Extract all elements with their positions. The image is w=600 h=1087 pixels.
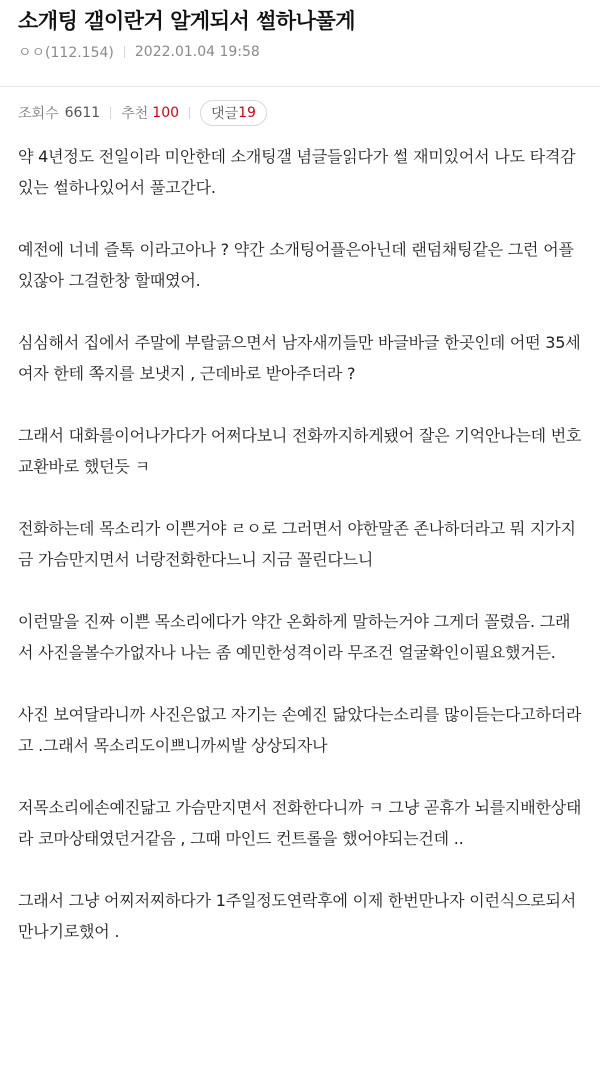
- stats-divider: [189, 107, 190, 119]
- post-stats: [0, 87, 600, 131]
- post-paragraph: 저목소리에손예진닮고 가슴만지면서 전화한다니까 ㅋ 그냥 곧휴가 뇌를지배한상태라 코마상태였던거같음 , 그때 마인드 컨트롤을 했어야되는건데 ..: [18, 798, 582, 848]
- post-paragraph: 약 4년정도 전일이라 미안한데 소개팅갤 념글들읽다가 썰 재미있어서 나도 타격감있는 썰하나있어서 풀고간다.: [18, 147, 576, 197]
- post-author[interactable]: ㅇㅇ(112.154): [18, 45, 114, 61]
- post-body: [0, 131, 600, 947]
- post-paragraph: 그래서 그냥 어찌저찌하다가 1주일정도연락후에 이제 한번만나자 이런식으로되서 만나기로했어 .: [18, 891, 577, 941]
- meta-divider: [124, 46, 125, 58]
- comments-button[interactable]: [200, 100, 267, 126]
- post-date: 2022.01.04 19:58: [134, 44, 260, 60]
- post-paragraph: 그래서 대화를이어나가다가 어쩌다보니 전화까지하게됐어 잘은 기억안나는데 번호교환바로 했던듯 ㅋ: [18, 426, 582, 476]
- post-paragraph: 예전에 너네 즐톡 이라고아나 ? 약간 소개팅어플은아닌데 랜덤채팅같은 그런 어플있잖아 그걸한창 할때였어.: [18, 240, 574, 290]
- post-header: [0, 0, 600, 62]
- post-meta: [18, 42, 582, 62]
- stats-divider: [110, 107, 111, 119]
- likes-count: 100: [152, 105, 180, 121]
- post-title: 소개팅 갤이란거 알게되서 썰하나풀게: [18, 9, 356, 33]
- likes-label: 추천: [121, 106, 149, 122]
- post-paragraph: 이런말을 진짜 이쁜 목소리에다가 약간 온화하게 말하는거야 그게더 꼴렸음. 그래서 사진을볼수가없자나 나는 좀 예민한성격이라 무조건 얼굴확인이필요했거든.: [18, 612, 571, 662]
- views-count: 6611: [64, 105, 101, 121]
- post-paragraph: 심심해서 집에서 주말에 부랄긁으면서 남자새끼들만 바글바글 한곳인데 어떤 35세여자 한테 쪽지를 보냇지 , 근데바로 받아주더라 ?: [18, 333, 581, 383]
- post-paragraph: 사진 보여달라니까 사진은없고 자기는 손예진 닮았다는소리를 많이듣는다고하더라고 .그래서 목소리도이쁘니까씨발 상상되자나: [18, 705, 582, 755]
- post-paragraph: 전화하는데 목소리가 이쁜거야 ㄹㅇ로 그러면서 야한말존 존나하더라고 뭐 지가지금 가슴만지면서 너랑전화한다느니 지금 꼴린다느니: [18, 519, 576, 569]
- views-label: 조회수: [18, 106, 59, 122]
- comments-label: 댓글: [211, 106, 239, 122]
- comments-count: 19: [238, 105, 256, 121]
